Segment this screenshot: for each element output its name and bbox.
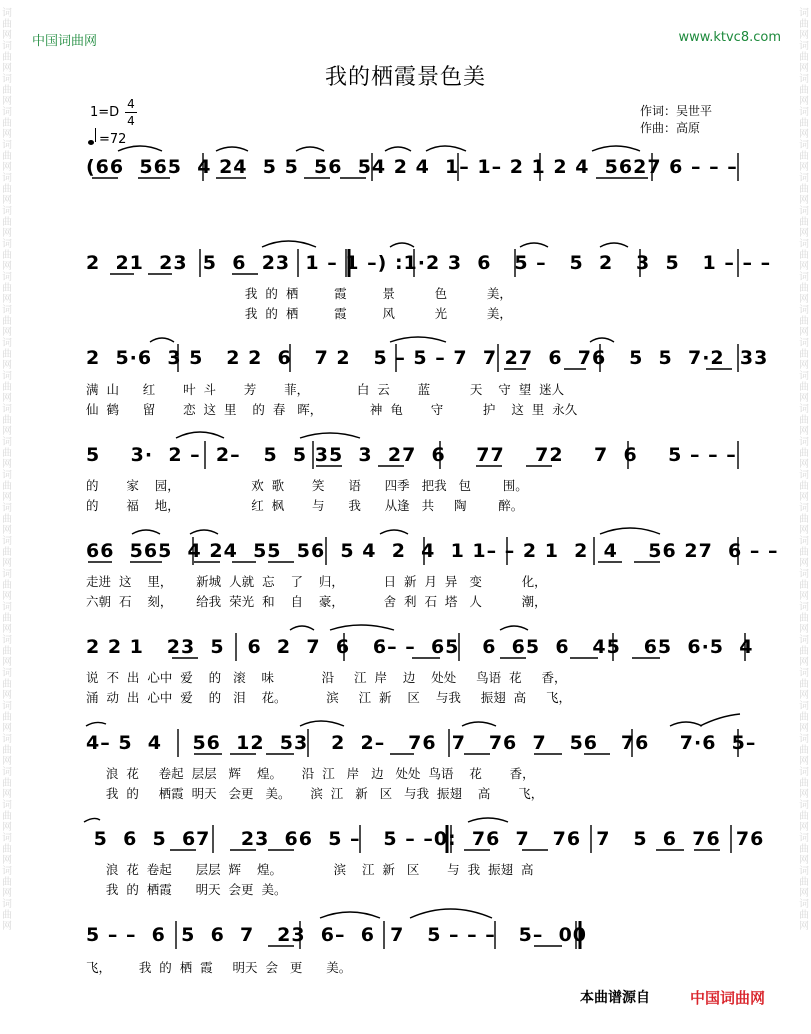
notation-row-6: 2 2 1 23 5 6 2 7 6 6– – 65 6 65 6 45 65 6·5 4 — [86, 636, 754, 658]
lyric-line: 走进 这 里， 新城 人就 忘 了 归， 日 新 月 异 变 化， — [86, 574, 547, 589]
lyricist: 作词：吴世平 — [640, 104, 713, 118]
site-name-header[interactable]: 中国词曲网 — [32, 34, 98, 49]
time-signature-bottom: 4 — [127, 114, 135, 128]
notation-row-9: 5 – – 6 5 6 7 23 6– 6 7 5 – – – 5– 00 — [86, 924, 588, 946]
notation-row-2: 2 21 23 5 6 23 1 – 1 –) :1·2 3 6 5 – 5 2 3 5 1 – – – — [86, 252, 772, 274]
key-signature: 1=D — [90, 105, 120, 120]
lyric-line: 的 福 地， 红 枫 与 我 从逢 共 陶 醉。 — [86, 498, 524, 513]
site-url-header[interactable]: www.ktvc8.com — [678, 30, 781, 45]
notation-row-5: 66 565 4 24 55 56 5 4 2 4 1 1– – 2 1 2 4 56 27 6 – – — [86, 540, 779, 562]
composer: 作曲：高原 — [640, 121, 701, 135]
tempo-value: =72 — [99, 132, 127, 147]
notation-row-7: 4– 5 4 56 12 53 2 2– 76 7 76 7 56 76 7·6 5– — [86, 732, 757, 754]
source-brand[interactable]: 中国词曲网 — [690, 989, 766, 1007]
notation-row-1: (66 565 4 24 5 5 56 54 2 4 1– 1– 2 1 2 4 5627 6 – – – — [86, 156, 738, 178]
lyric-line: 仙 鹤 留 恋 这 里 的 春 晖， 神 龟 守 护 这 里 永久 — [86, 402, 578, 417]
lyric-line: 涌 动 出 心中 爱 的 泪 花。 滨 江 新 区 与我 振翅 高 飞， — [86, 690, 572, 705]
lyric-line: 满 山 红 叶 斗 芳 菲， 白 云 蓝 天 守 望 迷人 — [86, 382, 565, 397]
lyric-line: 浪 花 卷起 层层 辉 煌。 滨 江 新 区 与 我 振翅 高 — [86, 862, 534, 877]
lyric-line: 我 的 栖霞 明天 会更 美。 — [86, 882, 287, 897]
lyric-line: 浪 花 卷起 层层 辉 煌。 沿 江 岸 边 处处 鸟语 花 香， — [86, 766, 535, 781]
lyric-line: 六朝 石 刻， 给我 荣光 和 自 豪， 舍 利 石 塔 人 潮， — [86, 594, 547, 609]
song-title: 我的栖霞景色美 — [324, 65, 486, 90]
source-label: 本曲谱源自 — [580, 990, 650, 1006]
lyric-line: 飞， 我 的 栖 霞 明天 会 更 美。 — [86, 960, 352, 975]
lyric-line: 我 的 栖 霞 风 光 美， — [86, 306, 512, 321]
notation-row-8: 5 6 5 67 23 66 5 – 5 – –0: 76 7 76 7 5 6 76 76 — [86, 828, 765, 850]
notation-row-4: 5 3· 2 – 2– 5 5 35 3 27 6 77 72 7 6 5 – – – — [86, 444, 737, 466]
time-signature-top: 4 — [127, 97, 135, 111]
side-watermark-left: 词曲网词曲网词曲网词曲网词曲网词曲网词曲网词曲网词曲网词曲网词曲网词曲网词曲网词曲网词曲网词曲网词曲网词曲网词曲网词曲网词曲网词曲网词曲网词曲网词曲网词曲网词曲网词曲网 — [2, 8, 12, 932]
lyric-line: 我 的 栖 霞 景 色 美， — [86, 286, 512, 301]
lyric-line: 的 家 园， 欢 歌 笑 语 四季 把我 包 围。 — [86, 478, 528, 493]
notation-row-3: 2 5·6 3 5 2 2 6 7 2 5 – 5 – 7 7 27 6 76 5 5 7·2 33 — [86, 347, 769, 369]
side-watermark-right: 词曲网词曲网词曲网词曲网词曲网词曲网词曲网词曲网词曲网词曲网词曲网词曲网词曲网词曲网词曲网词曲网词曲网词曲网词曲网词曲网词曲网词曲网词曲网词曲网词曲网词曲网词曲网词曲网 — [799, 8, 809, 932]
lyric-line: 我 的 栖霞 明天 会更 美。 滨 江 新 区 与我 振翅 高 飞， — [86, 786, 544, 801]
lyric-line: 说 不 出 心中 爱 的 滚 味 沿 江 岸 边 处处 鸟语 花 香， — [86, 670, 567, 685]
